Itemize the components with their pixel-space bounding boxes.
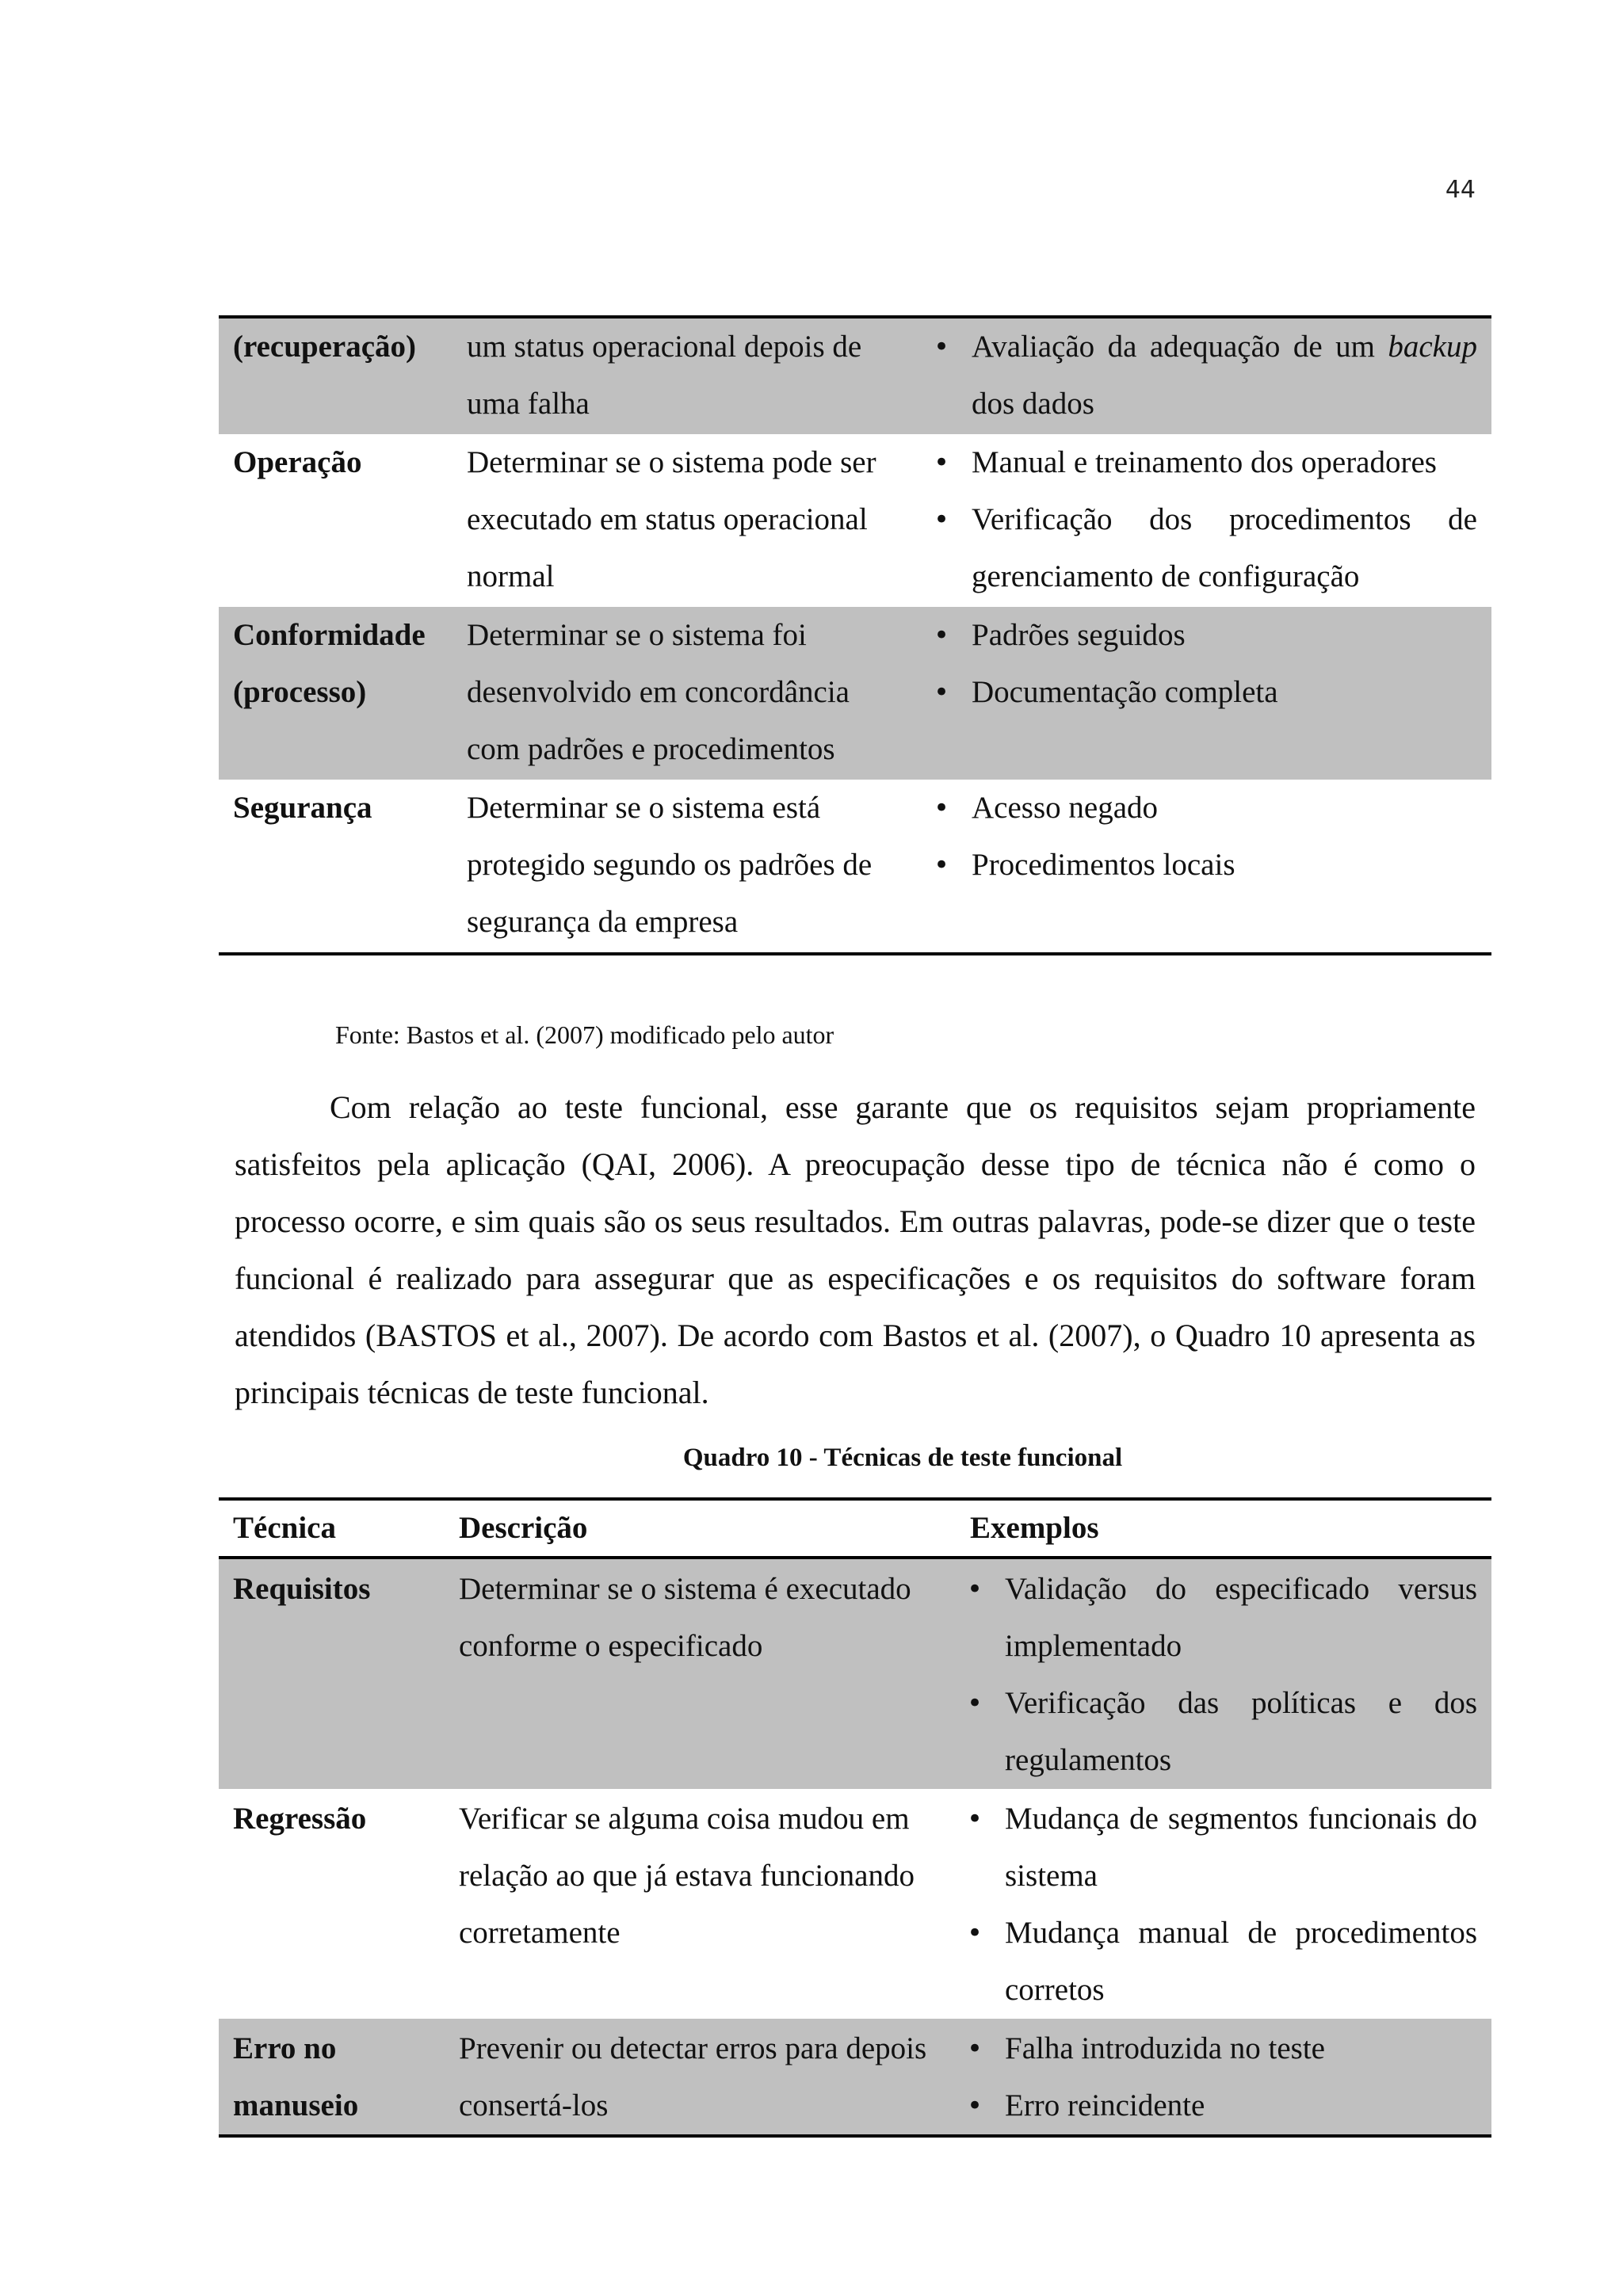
- table-row: [219, 434, 1491, 607]
- example-text: Procedimentos locais: [972, 848, 1235, 882]
- example-item: [970, 1791, 1477, 1905]
- examples-cell: [922, 434, 1491, 607]
- header-examples: Exemplos: [956, 1499, 1491, 1558]
- table-header-row: [219, 1499, 1491, 1558]
- examples-cell: [956, 1789, 1491, 2019]
- technique-cell: Conformidade (processo): [219, 607, 453, 780]
- technique-cell: Regressão: [233, 1802, 367, 1836]
- example-text: Acesso negado: [972, 791, 1159, 825]
- description-cell: Determinar se o sistema pode ser executado em status operacional normal: [467, 445, 876, 593]
- technique-cell: Requisitos: [219, 1558, 445, 1789]
- example-item: [937, 607, 1477, 664]
- table-continued: [219, 315, 1491, 955]
- example-item: [937, 837, 1477, 894]
- page-number: 44: [1445, 176, 1476, 204]
- example-text: Falha introduzida no teste: [1005, 2031, 1325, 2065]
- example-item: [970, 2020, 1477, 2077]
- example-item: [937, 318, 1477, 433]
- technique-cell: Erro no manuseio: [219, 2019, 445, 2136]
- example-text: Avaliação da adequação de um: [972, 330, 1388, 364]
- examples-cell: [922, 317, 1491, 434]
- example-text: Verificação dos procedimentos de gerenciamento de configuração: [972, 502, 1477, 593]
- table-quadro-10: [219, 1497, 1491, 2138]
- examples-cell: [922, 607, 1491, 780]
- body-paragraph: Com relação ao teste funcional, esse garante que os requisitos sejam propriamente satisfeitos pela aplicação (QAI, 2006). A preocupação desse tipo de técnica não é como o processo ocorre, e sim quais são os seus resultados. Em outras palavras, pode-se dizer que o teste funcional é realizado para assegurar que as especificações e os requisitos do software foram atendidos (BASTOS et al., 2007). De acordo com Bastos et al. (2007), o Quadro 10 apresenta as principais técnicas de teste funcional.: [235, 1089, 1476, 1410]
- example-text: Manual e treinamento dos operadores: [972, 445, 1437, 479]
- example-item: [970, 1905, 1477, 2019]
- source-note: Fonte: Bastos et al. (2007) modificado pelo autor: [335, 1020, 834, 1049]
- example-item: [970, 2077, 1477, 2134]
- example-item: [937, 491, 1477, 605]
- examples-cell: [956, 2019, 1491, 2136]
- example-text: Validação do especificado versus implementado: [1005, 1572, 1477, 1663]
- example-item: [937, 664, 1477, 721]
- description-cell: Prevenir ou detectar erros para depois consertá-los: [445, 2019, 956, 2136]
- example-item: [937, 780, 1477, 837]
- examples-cell: [956, 1558, 1491, 1789]
- table-row: [219, 607, 1491, 780]
- example-item: [970, 1675, 1477, 1789]
- example-text: Mudança de segmentos funcionais do sistema: [1005, 1802, 1477, 1893]
- header-description: Descrição: [445, 1499, 956, 1558]
- description-cell: Determinar se o sistema foi desenvolvido em concordância com padrões e procedimentos: [453, 607, 922, 780]
- table-row: [219, 317, 1491, 434]
- description-cell: um status operacional depois de uma falha: [453, 317, 922, 434]
- table-row: [219, 1558, 1491, 1789]
- header-technique: Técnica: [219, 1499, 445, 1558]
- description-cell: Verificar se alguma coisa mudou em relação ao que já estava funcionando corretamente: [459, 1802, 915, 1950]
- technique-cell: (recuperação): [219, 317, 453, 434]
- example-item: [937, 434, 1477, 491]
- table-row: [219, 2019, 1491, 2136]
- example-text: Mudança manual de procedimentos corretos: [1005, 1916, 1477, 2007]
- technique-cell: Operação: [233, 445, 362, 479]
- example-italic-text: backup: [1388, 330, 1477, 364]
- table-caption: Quadro 10 - Técnicas de teste funcional: [682, 1444, 1123, 1472]
- description-cell: Determinar se o sistema é executado conforme o especificado: [445, 1558, 956, 1789]
- technique-cell: Segurança: [233, 791, 372, 825]
- table-row: [219, 780, 1491, 954]
- example-text-end: dos dados: [972, 387, 1094, 421]
- example-text: Verificação das políticas e dos regulamentos: [1005, 1686, 1477, 1777]
- example-text: Padrões seguidos: [972, 618, 1186, 652]
- table-row: [219, 1789, 1491, 2019]
- example-text: Documentação completa: [972, 675, 1278, 709]
- example-text: Erro reincidente: [1005, 2088, 1205, 2122]
- examples-cell: [922, 780, 1491, 954]
- example-item: [970, 1561, 1477, 1675]
- description-cell: Determinar se o sistema está protegido segundo os padrões de segurança da empresa: [467, 791, 873, 939]
